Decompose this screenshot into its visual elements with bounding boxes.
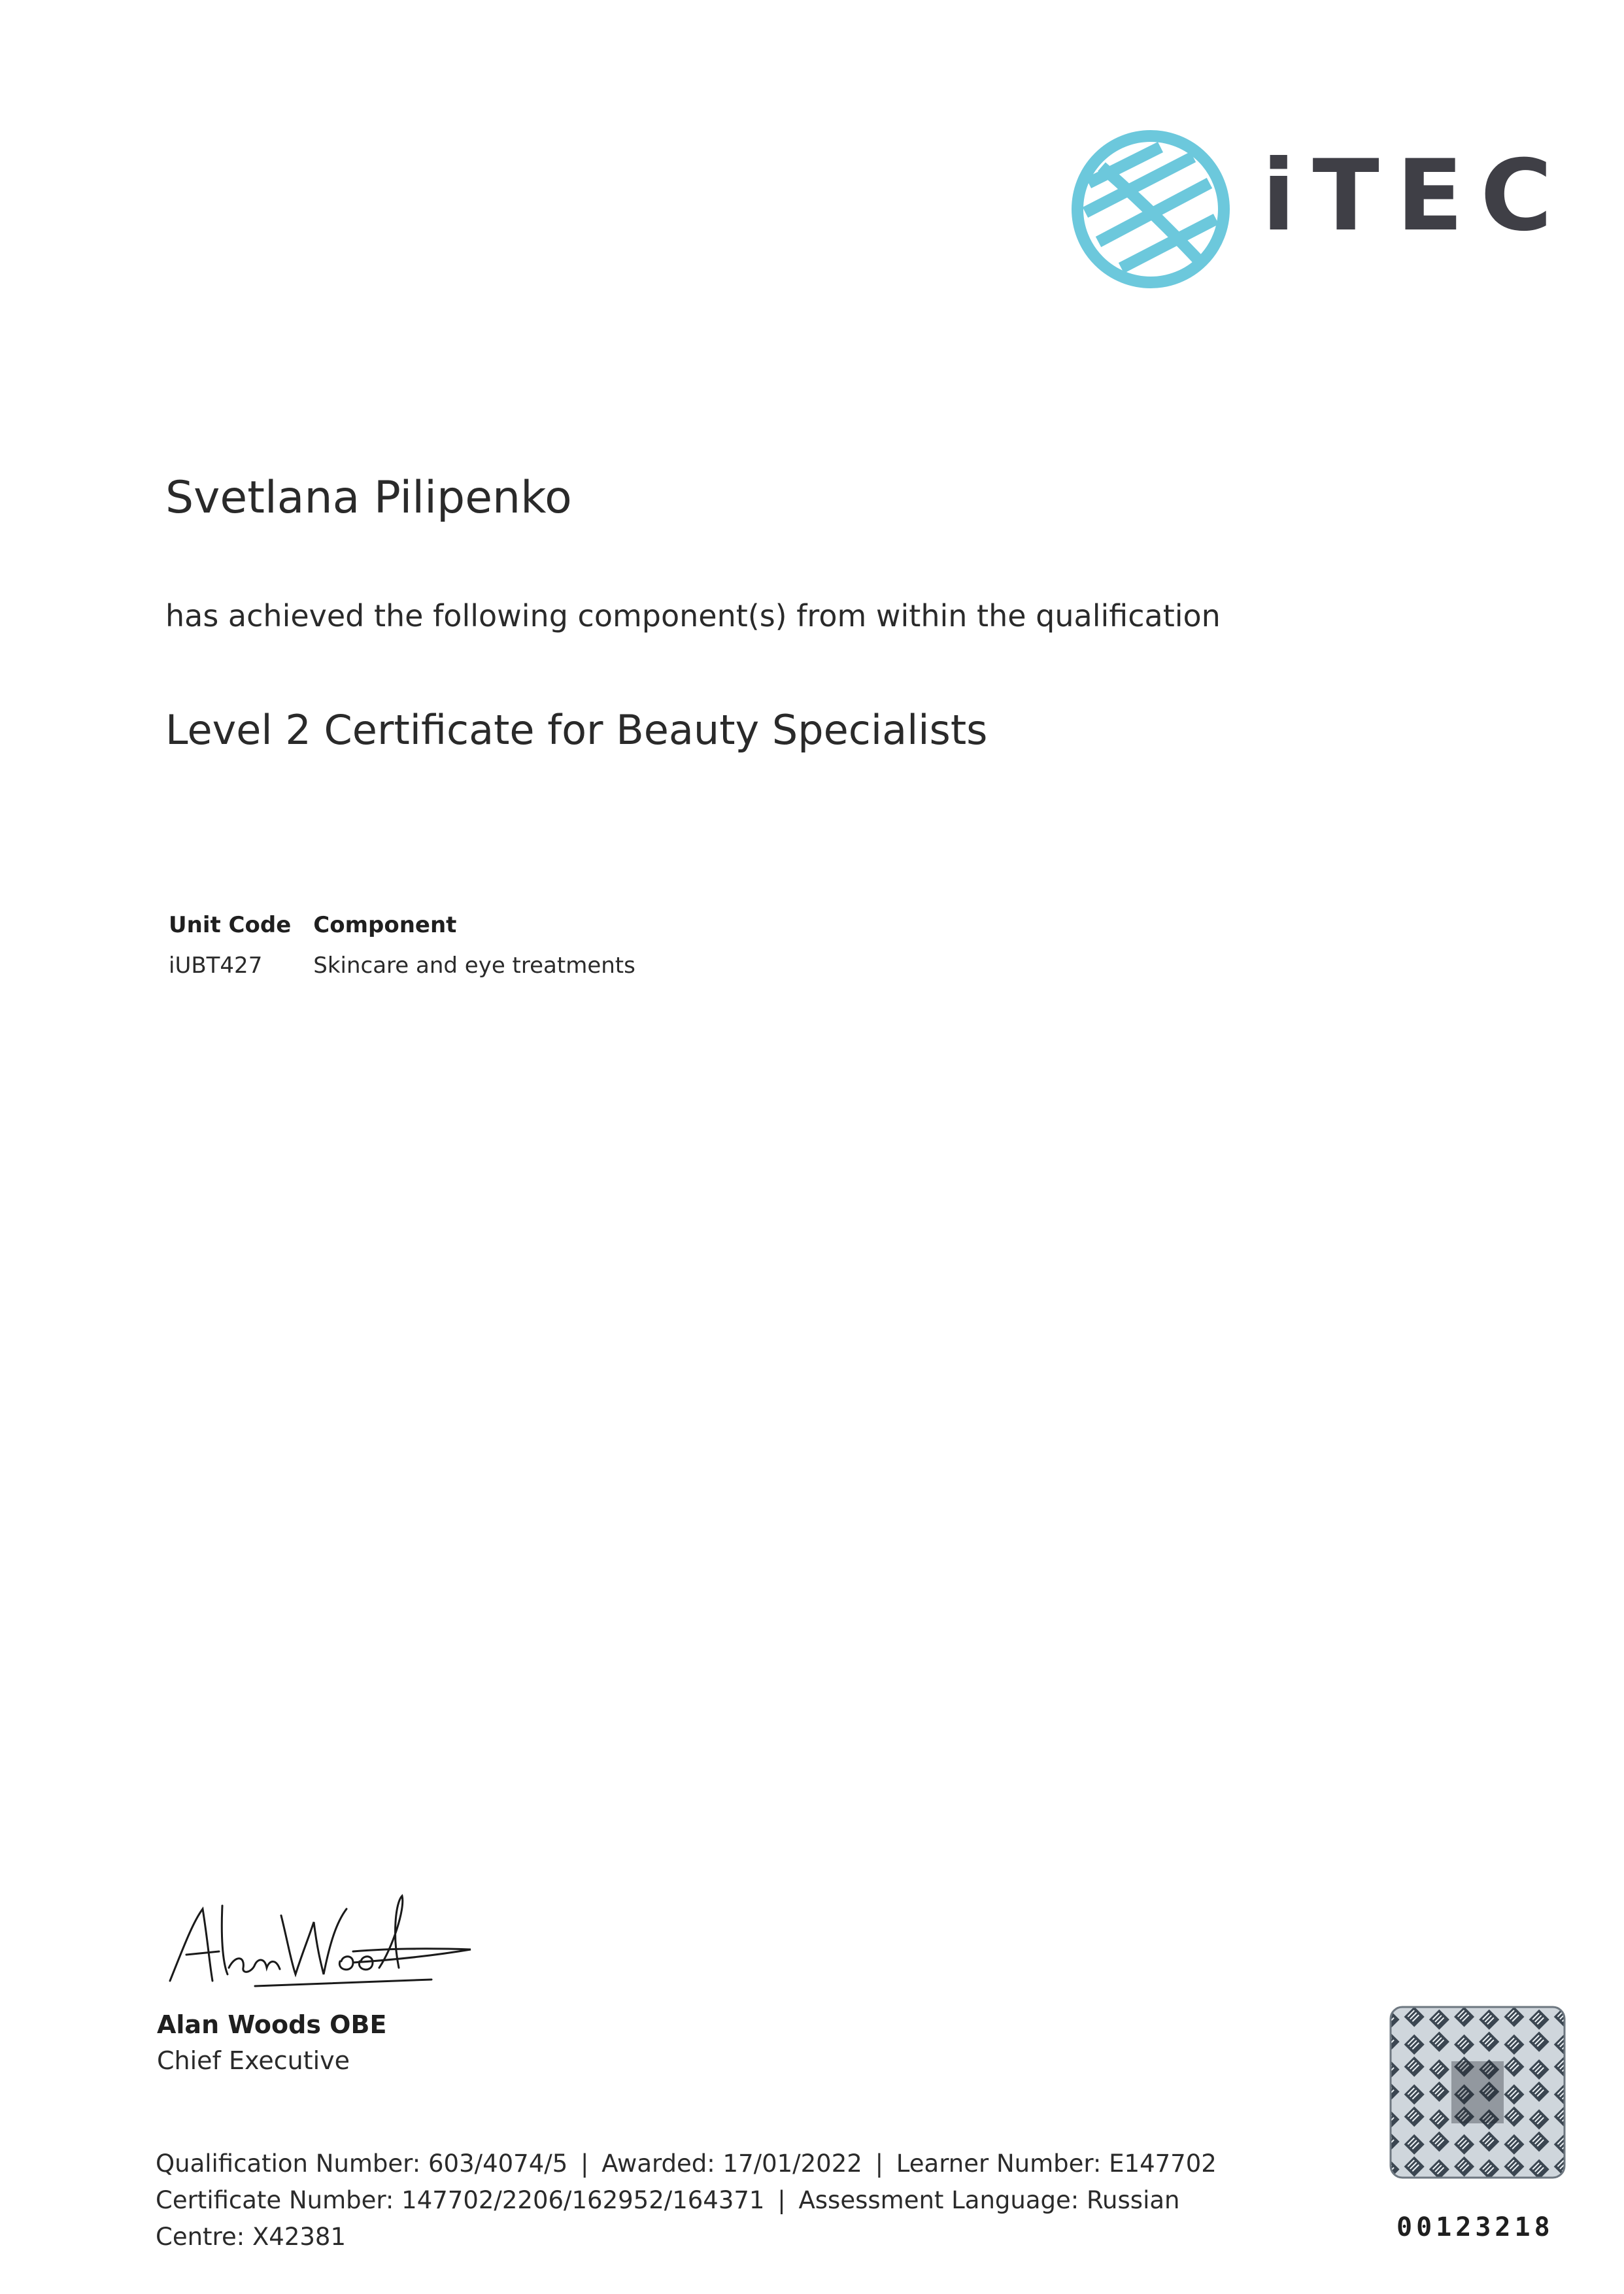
units-table bbox=[169, 912, 658, 979]
certificate-number-label: Certificate Number: bbox=[156, 2186, 394, 2214]
separator: | bbox=[875, 2150, 884, 2178]
component-header: Component bbox=[313, 912, 457, 938]
certificate-number: 147702/2206/162952/164371 bbox=[401, 2186, 765, 2214]
assessment-language: Russian bbox=[1087, 2186, 1180, 2214]
awarded-label: Awarded: bbox=[601, 2150, 715, 2178]
achievement-statement: has achieved the following component(s) from within the qualification bbox=[165, 598, 1221, 633]
learner-number: E147702 bbox=[1109, 2150, 1217, 2178]
qualification-number: 603/4074/5 bbox=[428, 2150, 568, 2178]
separator: | bbox=[777, 2186, 786, 2214]
table-row bbox=[169, 953, 658, 979]
qualification-title: Level 2 Certificate for Beauty Specialists bbox=[165, 706, 988, 754]
component-cell: Skincare and eye treatments bbox=[313, 953, 635, 979]
learner-name: Svetlana Pilipenko bbox=[165, 472, 572, 524]
globe-icon bbox=[1062, 121, 1239, 297]
details-row-1 bbox=[156, 2146, 1217, 2182]
details-row-2 bbox=[156, 2182, 1217, 2219]
signatory-title: Chief Executive bbox=[157, 2046, 350, 2075]
awarded-date: 17/01/2022 bbox=[722, 2150, 862, 2178]
separator: | bbox=[581, 2150, 589, 2178]
security-hologram bbox=[1389, 2006, 1566, 2179]
signatory-name: Alan Woods OBE bbox=[157, 2010, 387, 2039]
centre-label: Centre: bbox=[156, 2223, 245, 2251]
centre-number: X42381 bbox=[252, 2223, 347, 2251]
learner-number-label: Learner Number: bbox=[896, 2150, 1102, 2178]
unit-code-header: Unit Code bbox=[169, 912, 292, 938]
qualification-number-label: Qualification Number: bbox=[156, 2150, 421, 2178]
serial-number: 00123218 bbox=[1396, 2212, 1554, 2242]
assessment-language-label: Assessment Language: bbox=[798, 2186, 1079, 2214]
units-table-header bbox=[169, 912, 658, 953]
certificate-details bbox=[156, 2146, 1217, 2255]
unit-code-cell: iUBT427 bbox=[169, 953, 263, 979]
itec-wordmark: iTEC bbox=[1262, 139, 1570, 253]
signature bbox=[157, 1883, 484, 1994]
details-row-3 bbox=[156, 2219, 1217, 2255]
